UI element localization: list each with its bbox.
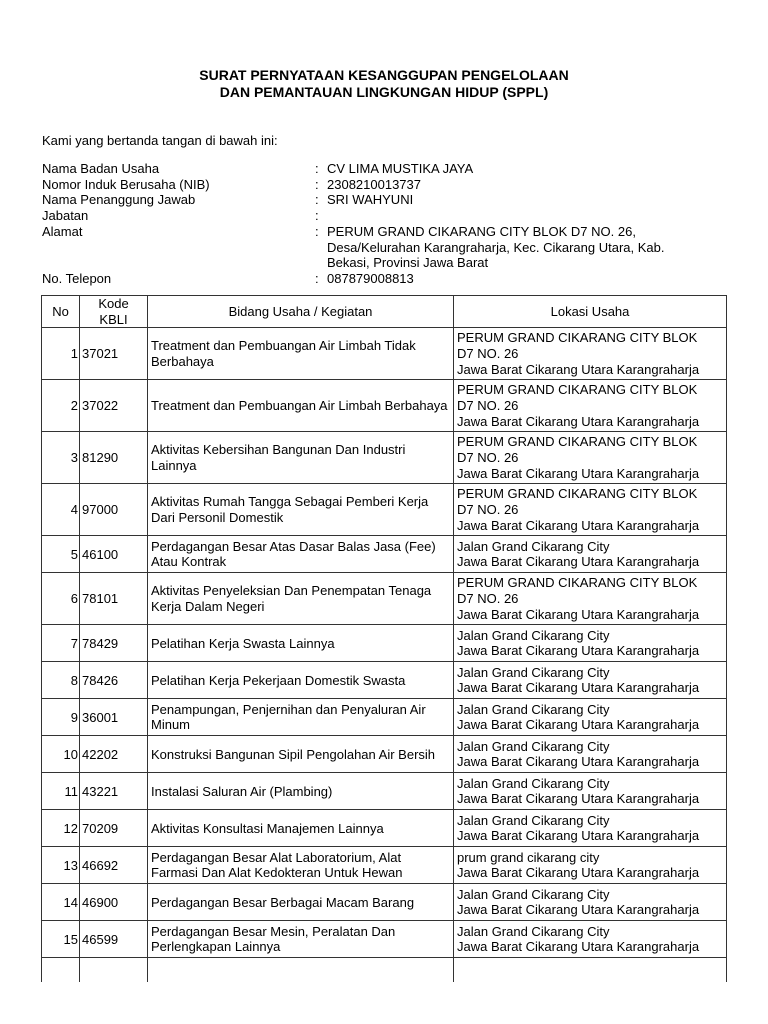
header-kbli (80, 296, 148, 328)
row-no: 14 (42, 884, 80, 921)
info-value: 087879008813 (327, 270, 414, 286)
row-lokasi (454, 328, 727, 380)
row-bidang: Instalasi Saluran Air (Plambing) (148, 773, 454, 810)
row-lokasi (454, 662, 727, 699)
info-label: Nama Penanggung Jawab (42, 192, 196, 208)
row-no: 1 (42, 328, 80, 380)
row-no: 11 (42, 773, 80, 810)
title-line-2: DAN PEMANTAUAN LINGKUNGAN HIDUP (SPPL) (219, 84, 549, 100)
table-row (42, 536, 727, 573)
row-kbli: 37021 (80, 328, 148, 380)
document-title (0, 67, 768, 101)
row-kbli: 46900 (80, 884, 148, 921)
empty-cell (42, 958, 80, 983)
info-colon: : (315, 208, 319, 224)
lokasi-line: Jawa Barat Cikarang Utara Karangraharja (457, 754, 700, 770)
header-kbli-line2: KBLI (99, 311, 128, 327)
row-bidang: Treatment dan Pembuangan Air Limbah Berbahaya (148, 380, 454, 432)
row-lokasi (454, 884, 727, 921)
row-bidang: Aktivitas Rumah Tangga Sebagai Pemberi Kerja Dari Personil Domestik (148, 484, 454, 536)
lokasi-line: Jalan Grand Cikarang City (457, 701, 610, 717)
table-row (42, 810, 727, 847)
row-bidang: Treatment dan Pembuangan Air Limbah Tidak Berbahaya (148, 328, 454, 380)
lokasi-line: D7 NO. 26 (457, 502, 519, 518)
row-no: 15 (42, 921, 80, 958)
empty-cell (80, 958, 148, 983)
lokasi-line: Jawa Barat Cikarang Utara Karangraharja (457, 465, 700, 481)
lokasi-line: Jalan Grand Cikarang City (457, 812, 610, 828)
info-row-company-name (42, 161, 742, 177)
info-row-position (42, 208, 742, 224)
row-lokasi (454, 573, 727, 625)
lokasi-line: D7 NO. 26 (457, 591, 519, 607)
table-row-empty (42, 958, 727, 983)
row-kbli: 46100 (80, 536, 148, 573)
row-kbli: 46692 (80, 847, 148, 884)
title-line-1: SURAT PERNYATAAN KESANGGUPAN PENGELOLAAN (199, 67, 569, 83)
row-no: 13 (42, 847, 80, 884)
lokasi-line: Jawa Barat Cikarang Utara Karangraharja (457, 517, 700, 533)
lokasi-line: Jawa Barat Cikarang Utara Karangraharja (457, 554, 700, 570)
table-row (42, 847, 727, 884)
company-info (42, 161, 742, 287)
info-value: CV LIMA MUSTIKA JAYA (327, 161, 474, 176)
info-label: Jabatan (42, 208, 89, 224)
row-no: 5 (42, 536, 80, 573)
row-lokasi (454, 699, 727, 736)
lokasi-line: Jalan Grand Cikarang City (457, 775, 610, 791)
row-bidang: Aktivitas Konsultasi Manajemen Lainnya (148, 810, 454, 847)
row-no: 4 (42, 484, 80, 536)
empty-cell (454, 958, 727, 983)
row-lokasi (454, 380, 727, 432)
lokasi-line: PERUM GRAND CIKARANG CITY BLOK (457, 330, 698, 346)
lokasi-line: Jawa Barat Cikarang Utara Karangraharja (457, 606, 700, 622)
row-lokasi (454, 921, 727, 958)
lokasi-line: D7 NO. 26 (457, 398, 519, 414)
table-row (42, 625, 727, 662)
table-row (42, 736, 727, 773)
row-no: 9 (42, 699, 80, 736)
row-bidang: Aktivitas Penyeleksian Dan Penempatan Tenaga Kerja Dalam Negeri (148, 573, 454, 625)
info-colon: : (315, 176, 319, 192)
lokasi-line: Jawa Barat Cikarang Utara Karangraharja (457, 717, 700, 733)
row-kbli: 36001 (80, 699, 148, 736)
lokasi-line: D7 NO. 26 (457, 346, 519, 362)
table-row (42, 662, 727, 699)
row-bidang: Pelatihan Kerja Swasta Lainnya (148, 625, 454, 662)
row-kbli: 42202 (80, 736, 148, 773)
table-row (42, 573, 727, 625)
row-lokasi (454, 432, 727, 484)
row-kbli: 78429 (80, 625, 148, 662)
header-lokasi: Lokasi Usaha (454, 296, 727, 328)
lokasi-line: Jawa Barat Cikarang Utara Karangraharja (457, 680, 700, 696)
empty-cell (148, 958, 454, 983)
table-row (42, 773, 727, 810)
info-value (327, 208, 727, 224)
row-kbli: 70209 (80, 810, 148, 847)
row-kbli: 37022 (80, 380, 148, 432)
lokasi-line: Jawa Barat Cikarang Utara Karangraharja (457, 791, 700, 807)
lokasi-line: Jalan Grand Cikarang City (457, 886, 610, 902)
row-kbli: 97000 (80, 484, 148, 536)
info-row-nib (42, 177, 742, 193)
lokasi-line: Jawa Barat Cikarang Utara Karangraharja (457, 939, 700, 955)
row-bidang: Penampungan, Penjernihan dan Penyaluran Air Minum (148, 699, 454, 736)
row-bidang: Konstruksi Bangunan Sipil Pengolahan Air Bersih (148, 736, 454, 773)
row-lokasi (454, 484, 727, 536)
lokasi-line: Jawa Barat Cikarang Utara Karangraharja (457, 361, 700, 377)
header-bidang: Bidang Usaha / Kegiatan (148, 296, 454, 328)
info-row-address (42, 224, 742, 271)
row-bidang: Perdagangan Besar Mesin, Peralatan Dan Perlengkapan Lainnya (148, 921, 454, 958)
row-lokasi (454, 847, 727, 884)
row-no: 7 (42, 625, 80, 662)
row-bidang: Perdagangan Besar Atas Dasar Balas Jasa (Fee) Atau Kontrak (148, 536, 454, 573)
lokasi-line: Jalan Grand Cikarang City (457, 664, 610, 680)
intro-text: Kami yang bertanda tangan di bawah ini: (42, 133, 278, 148)
lokasi-line: PERUM GRAND CIKARANG CITY BLOK (457, 434, 698, 450)
table-header-row (42, 296, 727, 328)
row-lokasi (454, 810, 727, 847)
row-bidang: Perdagangan Besar Berbagai Macam Barang (148, 884, 454, 921)
info-colon: : (315, 192, 319, 208)
lokasi-line: Jawa Barat Cikarang Utara Karangraharja (457, 643, 700, 659)
lokasi-line: PERUM GRAND CIKARANG CITY BLOK (457, 486, 698, 502)
lokasi-line: PERUM GRAND CIKARANG CITY BLOK (457, 575, 698, 591)
table-row (42, 432, 727, 484)
info-value: 2308210013737 (327, 176, 421, 192)
row-lokasi (454, 536, 727, 573)
lokasi-line: Jawa Barat Cikarang Utara Karangraharja (457, 413, 700, 429)
row-kbli: 81290 (80, 432, 148, 484)
header-kbli-line1: Kode (98, 296, 129, 311)
table-row (42, 699, 727, 736)
info-label: No. Telepon (42, 270, 112, 286)
table-body (42, 328, 727, 983)
row-bidang: Aktivitas Kebersihan Bangunan Dan Industri Lainnya (148, 432, 454, 484)
row-kbli: 46599 (80, 921, 148, 958)
lokasi-line: D7 NO. 26 (457, 450, 519, 466)
header-no: No (42, 296, 80, 328)
row-kbli: 78426 (80, 662, 148, 699)
row-lokasi (454, 625, 727, 662)
lokasi-line: Jalan Grand Cikarang City (457, 538, 610, 554)
info-value: SRI WAHYUNI (327, 192, 414, 208)
row-kbli: 78101 (80, 573, 148, 625)
business-table (41, 295, 727, 982)
row-no: 3 (42, 432, 80, 484)
row-no: 12 (42, 810, 80, 847)
table-row (42, 884, 727, 921)
lokasi-line: prum grand cikarang city (457, 849, 600, 865)
row-lokasi (454, 773, 727, 810)
row-no: 10 (42, 736, 80, 773)
row-lokasi (454, 736, 727, 773)
lokasi-line: PERUM GRAND CIKARANG CITY BLOK (457, 382, 698, 398)
row-kbli: 43221 (80, 773, 148, 810)
info-row-phone (42, 271, 742, 287)
row-bidang: Perdagangan Besar Alat Laboratorium, Alat Farmasi Dan Alat Kedokteran Untuk Hewan (148, 847, 454, 884)
row-bidang: Pelatihan Kerja Pekerjaan Domestik Swasta (148, 662, 454, 699)
info-colon: : (315, 270, 319, 286)
info-label: Nomor Induk Berusaha (NIB) (42, 176, 210, 192)
lokasi-line: Jawa Barat Cikarang Utara Karangraharja (457, 865, 700, 881)
lokasi-line: Jalan Grand Cikarang City (457, 923, 610, 939)
table-row (42, 380, 727, 432)
row-no: 8 (42, 662, 80, 699)
info-label: Alamat (42, 223, 83, 239)
info-value: PERUM GRAND CIKARANG CITY BLOK D7 NO. 26, Desa/Kelurahan Karangraharja, Kec. Cikarang Utara, Kab. Bekasi, Provinsi Jawa Barat (327, 223, 665, 271)
lokasi-line: Jalan Grand Cikarang City (457, 627, 610, 643)
lokasi-line: Jawa Barat Cikarang Utara Karangraharja (457, 902, 700, 918)
table-row (42, 921, 727, 958)
table-row (42, 484, 727, 536)
row-no: 6 (42, 573, 80, 625)
info-colon: : (315, 161, 319, 176)
info-label: Nama Badan Usaha (42, 161, 160, 176)
info-row-responsible (42, 192, 742, 208)
row-no: 2 (42, 380, 80, 432)
lokasi-line: Jalan Grand Cikarang City (457, 738, 610, 754)
info-colon: : (315, 223, 319, 239)
table-row (42, 328, 727, 380)
lokasi-line: Jawa Barat Cikarang Utara Karangraharja (457, 828, 700, 844)
